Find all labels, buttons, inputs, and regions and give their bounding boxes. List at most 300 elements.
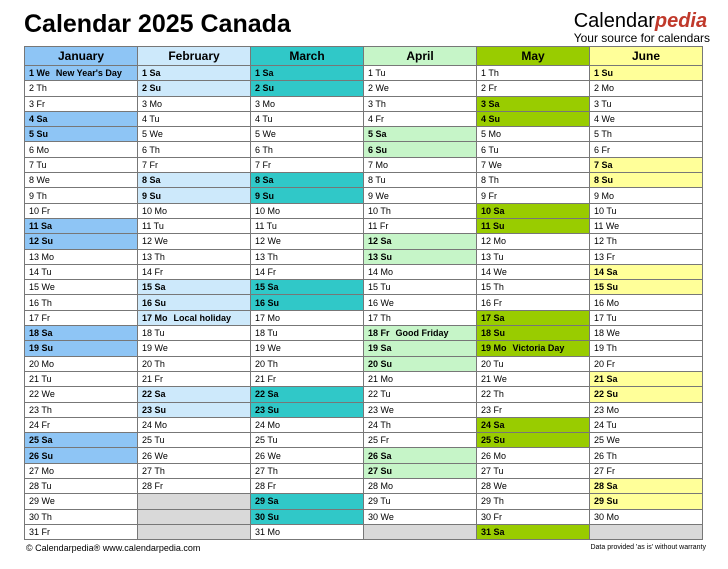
day-label: 20 Th (255, 358, 278, 369)
day-label: 26 Sa (368, 450, 392, 461)
day-cell-march (251, 433, 364, 448)
day-cell-march (251, 264, 364, 279)
day-label: 25 Sa (29, 435, 53, 446)
day-cell-april (364, 157, 477, 172)
holiday-label: New Year's Day (55, 68, 122, 79)
table-row (25, 127, 703, 142)
day-label: 5 We (255, 129, 276, 140)
table-row (25, 448, 703, 463)
day-label: 13 Su (368, 251, 393, 262)
day-label: 5 Sa (368, 129, 387, 140)
day-cell-may (477, 66, 590, 81)
table-row (25, 218, 703, 233)
brand-tagline: Your source for calendars (573, 31, 710, 45)
footer-copyright[interactable]: © Calendarpedia® www.calendarpedia.com (26, 543, 201, 553)
day-label: 7 Fr (255, 159, 272, 170)
day-cell-february (138, 479, 251, 494)
day-label: 19 We (142, 343, 168, 354)
day-cell-june (590, 371, 703, 386)
day-label: 22 Sa (142, 389, 166, 400)
day-cell-march (251, 234, 364, 249)
day-cell-may (477, 218, 590, 233)
day-cell-february (138, 356, 251, 371)
day-cell-may (477, 264, 590, 279)
day-cell-may (477, 142, 590, 157)
day-label: 2 Fr (481, 83, 498, 94)
day-label: 28 Mo (368, 481, 394, 492)
table-row (25, 157, 703, 172)
day-label: 27 Fr (594, 465, 616, 476)
day-cell-may (477, 234, 590, 249)
day-label: 21 Fr (142, 374, 164, 385)
day-label: 21 Fr (255, 374, 277, 385)
day-label: 4 Tu (255, 114, 273, 125)
day-label: 2 Th (29, 83, 47, 94)
day-label: 28 Tu (29, 481, 52, 492)
day-cell-may (477, 433, 590, 448)
day-label: 3 Th (368, 98, 386, 109)
day-cell-may (477, 280, 590, 295)
day-label: 23 Mo (594, 404, 620, 415)
day-cell-may (477, 524, 590, 539)
day-cell-january (25, 111, 138, 126)
day-label: 21 Mo (368, 374, 394, 385)
day-label: 13 Th (255, 251, 278, 262)
day-cell-june (590, 127, 703, 142)
day-label: 23 Su (255, 404, 280, 415)
day-label: 2 Su (142, 83, 162, 94)
day-label: 22 We (29, 389, 55, 400)
day-cell-february (138, 142, 251, 157)
day-label: 9 Su (255, 190, 275, 201)
day-label: 17 Fr (29, 312, 51, 323)
day-cell-february (138, 295, 251, 310)
day-cell-january (25, 448, 138, 463)
day-cell-january (25, 402, 138, 417)
day-label: 22 Su (594, 389, 619, 400)
table-row (25, 173, 703, 188)
day-label: 14 We (481, 267, 507, 277)
day-cell-april (364, 433, 477, 448)
day-cell-march (251, 127, 364, 142)
day-label: 20 Su (368, 358, 393, 369)
day-cell-may (477, 111, 590, 126)
day-label: 2 Mo (594, 83, 615, 94)
day-label: 26 Mo (481, 450, 507, 461)
day-label: 30 We (368, 511, 394, 522)
day-label: 3 Fr (29, 98, 46, 109)
day-label: 24 Mo (142, 419, 168, 430)
day-label: 18 Sa (29, 328, 53, 339)
calendar-table (24, 46, 703, 540)
day-cell-february (138, 173, 251, 188)
table-row (25, 111, 703, 126)
table-row (25, 310, 703, 325)
day-label: 4 Sa (29, 114, 48, 125)
day-label: 25 Tu (142, 435, 165, 446)
table-row (25, 203, 703, 218)
day-label: 11 We (594, 221, 620, 232)
day-cell-april (364, 66, 477, 81)
day-label: 15 Sa (255, 282, 279, 293)
day-label: 15 Tu (368, 282, 391, 293)
day-label: 27 Tu (481, 465, 504, 476)
day-cell-january (25, 173, 138, 188)
day-label: 31 Fr (29, 527, 51, 538)
day-cell-may (477, 188, 590, 203)
day-label: 12 Th (594, 236, 617, 247)
month-header-april: April (364, 47, 477, 66)
day-label: 31 Sa (481, 527, 505, 538)
day-label: 1 Su (594, 68, 614, 79)
day-cell-february (138, 433, 251, 448)
day-cell-april (364, 142, 477, 157)
day-label: 23 We (368, 404, 394, 415)
day-label: 10 Mo (142, 205, 168, 216)
month-header-june: June (590, 47, 703, 66)
day-label: 15 Sa (142, 282, 166, 293)
footer-disclaimer: Data provided 'as is' without warranty (590, 544, 706, 551)
day-cell-january (25, 264, 138, 279)
day-label: 8 Sa (142, 175, 161, 186)
table-row (25, 341, 703, 356)
day-label: 18 We (594, 328, 620, 339)
day-cell-may (477, 249, 590, 264)
table-row (25, 417, 703, 432)
day-label: 10 Th (368, 205, 391, 216)
day-label: 24 Mo (255, 419, 281, 430)
day-cell-may (477, 509, 590, 524)
day-label: 23 Th (29, 404, 52, 415)
month-header-february: February (138, 47, 251, 66)
day-cell-january (25, 66, 138, 81)
table-row (25, 509, 703, 524)
day-label: 4 Su (481, 114, 501, 125)
day-label: 8 Tu (368, 175, 386, 186)
day-label: 19 Sa (368, 343, 392, 354)
day-cell-january (25, 280, 138, 295)
day-cell-february (138, 127, 251, 142)
day-label: 21 We (481, 374, 507, 385)
day-cell-april (364, 188, 477, 203)
day-cell-march (251, 448, 364, 463)
day-cell-january (25, 356, 138, 371)
day-cell-january (25, 295, 138, 310)
day-cell-april (364, 295, 477, 310)
day-cell-march (251, 326, 364, 341)
day-cell-april (364, 203, 477, 218)
empty-cell (138, 509, 251, 524)
day-cell-june (590, 203, 703, 218)
day-cell-january (25, 433, 138, 448)
table-row (25, 387, 703, 402)
day-label: 3 Mo (142, 98, 163, 109)
table-row (25, 371, 703, 386)
day-label: 13 Mo (29, 251, 55, 262)
day-label: 2 Su (255, 83, 275, 94)
day-cell-february (138, 249, 251, 264)
day-cell-april (364, 127, 477, 142)
day-label: 20 Tu (481, 358, 504, 369)
day-cell-march (251, 371, 364, 386)
day-cell-june (590, 173, 703, 188)
day-cell-april (364, 479, 477, 494)
day-label: 16 We (368, 297, 394, 308)
day-cell-january (25, 127, 138, 142)
day-cell-march (251, 173, 364, 188)
empty-cell (138, 494, 251, 509)
holiday-label: Victoria Day (512, 343, 565, 354)
day-cell-may (477, 371, 590, 386)
day-cell-march (251, 295, 364, 310)
day-label: 8 Sa (255, 175, 274, 186)
day-label: 26 We (255, 450, 281, 461)
calendar-body (25, 66, 703, 540)
day-cell-june (590, 81, 703, 96)
day-cell-february (138, 66, 251, 81)
day-cell-june (590, 218, 703, 233)
day-label: 7 Tu (29, 159, 47, 170)
day-cell-march (251, 203, 364, 218)
day-cell-may (477, 127, 590, 142)
day-cell-february (138, 157, 251, 172)
day-cell-may (477, 463, 590, 478)
day-label: 11 Sa (29, 221, 53, 232)
day-label: 29 Tu (368, 496, 391, 507)
table-row (25, 249, 703, 264)
day-label: 18 Tu (255, 328, 278, 339)
day-label: 9 We (368, 190, 389, 201)
table-row (25, 463, 703, 478)
day-cell-january (25, 326, 138, 341)
day-cell-january (25, 479, 138, 494)
day-label: 14 Tu (29, 267, 52, 277)
day-label: 10 Fr (29, 205, 51, 216)
holiday-label: Local holiday (173, 312, 232, 323)
day-cell-march (251, 96, 364, 111)
page-title: Calendar 2025 Canada (24, 10, 291, 38)
day-cell-january (25, 417, 138, 432)
brand-logo[interactable] (574, 10, 710, 45)
day-label: 14 Fr (142, 267, 164, 277)
day-cell-february (138, 280, 251, 295)
day-label: 4 Tu (142, 114, 160, 125)
day-cell-january (25, 310, 138, 325)
day-cell-april (364, 111, 477, 126)
table-row (25, 356, 703, 371)
day-cell-june (590, 264, 703, 279)
day-label: 14 Fr (255, 267, 277, 277)
day-label: 26 Th (594, 450, 617, 461)
day-cell-june (590, 111, 703, 126)
day-cell-june (590, 356, 703, 371)
day-label: 28 Fr (255, 481, 277, 492)
day-cell-april (364, 448, 477, 463)
day-label: 12 We (142, 236, 168, 247)
day-label: 20 Mo (29, 358, 55, 369)
day-cell-june (590, 157, 703, 172)
day-cell-may (477, 479, 590, 494)
day-cell-january (25, 157, 138, 172)
day-cell-march (251, 479, 364, 494)
day-label: 1 Tu (368, 68, 386, 79)
day-cell-april (364, 264, 477, 279)
empty-cell (138, 524, 251, 539)
day-label: 19 Su (29, 343, 54, 354)
day-cell-may (477, 173, 590, 188)
day-cell-april (364, 509, 477, 524)
day-label: 25 Tu (255, 435, 278, 446)
day-cell-january (25, 249, 138, 264)
day-label: 1 Th (481, 68, 499, 79)
day-label: 11 Fr (368, 221, 389, 232)
day-label: 24 Sa (481, 419, 505, 430)
day-label: 15 We (29, 282, 55, 293)
day-label: 19 Mo (481, 343, 507, 354)
day-cell-january (25, 463, 138, 478)
day-label: 22 Th (481, 389, 504, 400)
day-cell-april (364, 280, 477, 295)
day-label: 2 We (368, 83, 389, 94)
table-row (25, 188, 703, 203)
day-label: 17 Tu (594, 312, 617, 323)
day-label: 29 Th (481, 496, 504, 507)
day-label: 12 Su (29, 236, 54, 247)
empty-cell (590, 524, 703, 539)
day-label: 6 Mo (29, 144, 50, 155)
day-label: 10 Sa (481, 205, 505, 216)
day-label: 16 Su (142, 297, 167, 308)
day-cell-june (590, 494, 703, 509)
day-label: 20 Fr (594, 358, 616, 369)
day-label: 13 Tu (481, 251, 504, 262)
day-cell-march (251, 310, 364, 325)
day-label: 27 Th (142, 465, 165, 476)
day-cell-june (590, 188, 703, 203)
day-cell-april (364, 463, 477, 478)
day-cell-june (590, 234, 703, 249)
day-cell-march (251, 157, 364, 172)
day-label: 4 We (594, 114, 615, 125)
day-label: 9 Th (29, 190, 47, 201)
day-cell-march (251, 356, 364, 371)
day-cell-may (477, 157, 590, 172)
day-label: 6 Th (255, 144, 273, 155)
day-cell-january (25, 203, 138, 218)
day-cell-march (251, 249, 364, 264)
day-cell-february (138, 326, 251, 341)
day-label: 9 Su (142, 190, 162, 201)
day-label: 1 Sa (142, 68, 161, 79)
day-label: 17 Sa (481, 312, 505, 323)
day-cell-january (25, 371, 138, 386)
day-cell-april (364, 326, 477, 341)
month-header-march: March (251, 47, 364, 66)
day-label: 6 Tu (481, 144, 499, 155)
day-cell-january (25, 218, 138, 233)
day-cell-june (590, 66, 703, 81)
day-cell-february (138, 203, 251, 218)
day-cell-march (251, 463, 364, 478)
day-cell-march (251, 341, 364, 356)
day-cell-february (138, 371, 251, 386)
day-cell-may (477, 81, 590, 96)
month-header-row (25, 47, 703, 66)
day-label: 18 Fr (368, 328, 390, 339)
day-cell-april (364, 494, 477, 509)
day-label: 16 Th (29, 297, 52, 308)
day-label: 10 Mo (255, 205, 281, 216)
day-label: 31 Mo (255, 527, 281, 538)
day-label: 17 Th (368, 312, 391, 323)
day-cell-may (477, 417, 590, 432)
day-cell-june (590, 509, 703, 524)
empty-cell (364, 524, 477, 539)
day-cell-march (251, 524, 364, 539)
day-label: 25 Fr (368, 435, 390, 446)
day-label: 19 We (255, 343, 281, 354)
holiday-label: Good Friday (395, 328, 449, 339)
day-label: 11 Tu (142, 221, 164, 232)
day-label: 25 We (594, 435, 620, 446)
day-label: 6 Fr (594, 144, 611, 155)
table-row (25, 494, 703, 509)
table-row (25, 402, 703, 417)
day-cell-january (25, 509, 138, 524)
day-cell-april (364, 218, 477, 233)
day-cell-may (477, 494, 590, 509)
day-label: 15 Th (481, 282, 504, 293)
day-cell-march (251, 417, 364, 432)
day-cell-june (590, 402, 703, 417)
table-row (25, 479, 703, 494)
day-cell-february (138, 448, 251, 463)
day-label: 1 We (29, 68, 50, 79)
day-label: 30 Th (29, 511, 52, 522)
day-label: 16 Mo (594, 297, 620, 308)
day-label: 7 Mo (368, 159, 389, 170)
day-label: 6 Th (142, 144, 160, 155)
day-cell-may (477, 341, 590, 356)
day-cell-may (477, 295, 590, 310)
day-label: 8 We (29, 175, 50, 186)
day-cell-april (364, 356, 477, 371)
day-cell-april (364, 387, 477, 402)
day-label: 30 Su (255, 511, 280, 522)
day-cell-june (590, 142, 703, 157)
day-cell-april (364, 402, 477, 417)
day-label: 6 Su (368, 144, 388, 155)
day-cell-may (477, 387, 590, 402)
day-cell-february (138, 96, 251, 111)
day-cell-june (590, 448, 703, 463)
day-cell-june (590, 387, 703, 402)
day-label: 8 Su (594, 175, 614, 186)
day-label: 16 Su (255, 297, 280, 308)
day-label: 5 We (142, 129, 163, 140)
day-cell-march (251, 81, 364, 96)
day-cell-march (251, 66, 364, 81)
day-label: 13 Fr (594, 251, 616, 262)
day-cell-april (364, 234, 477, 249)
day-label: 24 Fr (29, 419, 51, 430)
day-cell-march (251, 387, 364, 402)
day-cell-january (25, 96, 138, 111)
day-cell-january (25, 188, 138, 203)
table-row (25, 81, 703, 96)
brand-main: Calendar (573, 10, 655, 32)
month-header-january: January (25, 47, 138, 66)
